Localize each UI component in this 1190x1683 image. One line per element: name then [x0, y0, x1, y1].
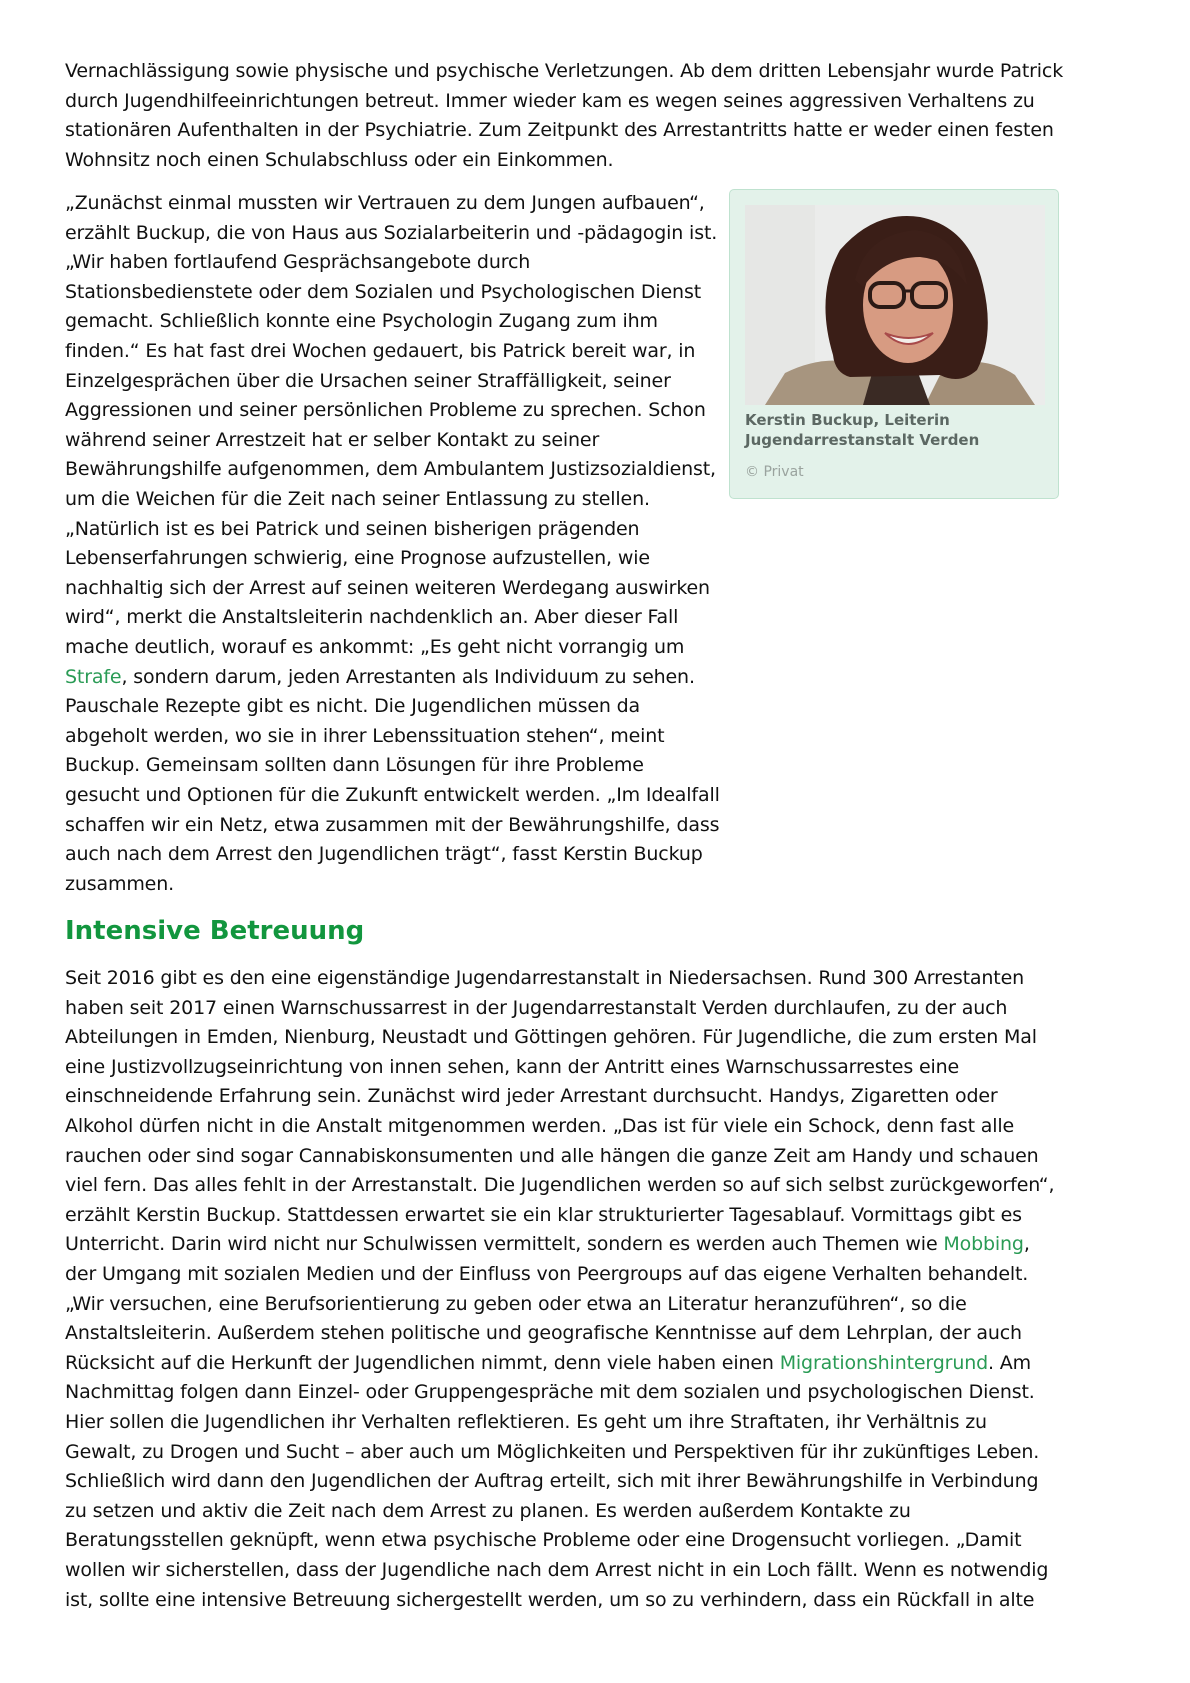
text-line: Beratungsstellen geknüpft, wenn etwa psychische Probleme oder eine Drogensucht vorliegen. „Damit [65, 1529, 1022, 1552]
text-line: mache deutlich, worauf es ankommt: „Es geht nicht vorrangig um [65, 636, 685, 658]
text-line: Stationsbedienstete oder dem Sozialen und Psychologischen Dienst [65, 280, 701, 303]
text-line: während seiner Arrestzeit hat er selber Kontakt zu seiner [65, 428, 600, 451]
text-line: gemacht. Schließlich konnte eine Psychologin Zugang zum ihm [65, 310, 658, 333]
text-line: nachhaltig sich der Arrest auf seinen weiteren Werdegang auswirken [65, 576, 710, 599]
text-line: wird“, merkt die Anstaltsleiterin nachdenklich an. Aber dieser Fall [65, 606, 679, 629]
text-line: durch Jugendhilfeeinrichtungen betreut. Immer wieder kam es wegen seines aggressiven Verhaltens zu [65, 89, 1035, 112]
text-line: gesucht und Optionen für die Zukunft entwickelt werden. „Im Idealfall [65, 784, 720, 806]
caption-line: Kerstin Buckup, Leiterin [745, 411, 950, 429]
text-fragment: , [1023, 1233, 1030, 1256]
text-fragment: , sondern darum, jeden Arrestanten als Individuum zu sehen. [121, 665, 695, 688]
text-line: Gewalt, zu Drogen und Sucht – aber auch um Möglichkeiten und Perspektiven für ihr zukünftiges Leben. [65, 1440, 1040, 1463]
text-line: Pauschale Rezepte gibt es nicht. Die Jugendlichen müssen da [65, 695, 641, 718]
text-line: zu setzen und aktiv die Zeit nach dem Arrest zu planen. Es werden außerdem Kontakte zu [65, 1499, 911, 1522]
text-fragment: Rücksicht auf die Herkunft der Jugendlichen nimmt, denn viele haben einen [65, 1351, 780, 1374]
text-line: stationären Aufenthalten in der Psychiatrie. Zum Zeitpunkt des Arrestantritts hatte er weder einen festen [65, 119, 1054, 142]
text-line [65, 1230, 1030, 1260]
text-line: Schließlich wird dann den Jugendlichen der Auftrag erteilt, sich mit ihrer Bewährungshilfe in Verbindung [65, 1470, 1039, 1493]
text-line: Anstaltsleiterin. Außerdem stehen politische und geografische Kenntnisse auf dem Lehrplan, der auch [65, 1322, 1022, 1345]
text-line: Hier sollen die Jugendlichen ihr Verhalten reflektieren. Es geht um ihre Straftaten, ihr Verhältnis zu [65, 1411, 987, 1433]
text-line: Bewährungshilfe aufgenommen, dem Ambulantem Justizsozialdienst, [65, 458, 716, 481]
image-caption [745, 410, 979, 450]
text-line: rauchen oder sind sogar Cannabiskonsumenten und alle hängen die ganze Zeit am Handy und schauen [65, 1144, 1039, 1167]
text-line: Einzelgesprächen über die Ursachen seiner Straffälligkeit, seiner [65, 369, 671, 392]
text-line [65, 663, 695, 693]
text-line: Alkohol dürfen nicht in die Anstalt mitgenommen werden. „Das ist für viele ein Schock, denn fast alle [65, 1115, 1015, 1137]
text-line: „Natürlich ist es bei Patrick und seinen bisherigen prägenden [65, 517, 640, 540]
migrationshintergrund-link[interactable]: Migrationshintergrund [779, 1351, 989, 1374]
text-line [65, 1349, 1031, 1379]
text-fragment: Unterricht. Darin wird nicht nur Schulwissen vermittelt, sondern es werden auch Themen wie [65, 1233, 944, 1256]
strafe-link[interactable]: Strafe [65, 665, 122, 688]
text-line: abgeholt werden, wo sie in ihrer Lebenssituation stehen“, meint [65, 724, 665, 747]
text-line: schaffen wir ein Netz, etwa zusammen mit der Bewährungshilfe, dass [65, 813, 720, 836]
image-figure [729, 189, 1059, 499]
text-line: einschneidende Erfahrung sein. Zunächst wird jeder Arrestant durchsucht. Handys, Zigaretten oder [65, 1085, 998, 1108]
text-line: wollen wir sicherstellen, dass der Jugendliche nach dem Arrest nicht in ein Loch fällt. Wenn es notwendig [65, 1559, 1049, 1581]
mobbing-link[interactable]: Mobbing [943, 1233, 1024, 1256]
text-line: „Wir haben fortlaufend Gesprächsangebote durch [65, 251, 531, 274]
portrait-photo[interactable] [745, 205, 1045, 405]
text-line: „Zunächst einmal mussten wir Vertrauen zu dem Jungen aufbauen“, [65, 192, 705, 214]
text-line: „Wir versuchen, eine Berufsorientierung zu geben oder etwa an Literatur heranzuführen“, so die [65, 1292, 967, 1315]
text-fragment: . Am [988, 1351, 1032, 1374]
section-heading: Intensive Betreuung [65, 916, 365, 946]
text-line: eine Justizvollzugseinrichtung von innen sehen, kann der Antritt eines Warnschussarrestes eine [65, 1055, 960, 1078]
image-credit: © Privat [745, 464, 804, 480]
text-line: der Umgang mit sozialen Medien und der Einfluss von Peergroups auf das eigene Verhalten behandelt. [65, 1263, 1029, 1285]
text-line: Buckup. Gemeinsam sollten dann Lösungen für ihre Probleme [65, 754, 644, 777]
text-line: Lebenserfahrungen schwierig, eine Prognose aufzustellen, wie [65, 547, 650, 570]
text-line: erzählt Buckup, die von Haus aus Sozialarbeiterin und -pädagogin ist. [65, 221, 718, 244]
text-line: Nachmittag folgen dann Einzel- oder Gruppengespräche mit dem sozialen und psychologischen Dienst. [65, 1381, 1035, 1404]
portrait-image-icon [745, 205, 1045, 405]
text-line: haben seit 2017 einen Warnschussarrest in der Jugendarrestanstalt Verden durchlaufen, zu der auch [65, 996, 1008, 1019]
text-line: auch nach dem Arrest den Jugendlichen trägt“, fasst Kerstin Buckup [65, 843, 703, 866]
text-line: ist, sollte eine intensive Betreuung sichergestellt werden, um so zu verhindern, dass ein Rückfall in alte [65, 1588, 1035, 1611]
text-line: Seit 2016 gibt es den eine eigenständige Jugendarrestanstalt in Niedersachsen. Rund 300 Arrestanten [65, 967, 1025, 989]
text-line: erzählt Kerstin Buckup. Stattdessen erwartet sie ein klar strukturierter Tagesablauf. Vormittags gibt es [65, 1203, 1022, 1226]
text-line: um die Weichen für die Zeit nach seiner Entlassung zu stellen. [65, 488, 650, 510]
text-line: Aggressionen und seiner persönlichen Probleme zu sprechen. Schon [65, 399, 706, 422]
text-line: Wohnsitz noch einen Schulabschluss oder ein Einkommen. [65, 148, 614, 171]
caption-line: Jugendarrestanstalt Verden [745, 431, 980, 449]
text-line: viel fern. Das alles fehlt in der Arrestanstalt. Die Jugendlichen werden so auf sich selbst zurückgeworfen“, [65, 1174, 1055, 1197]
text-line: Abteilungen in Emden, Nienburg, Neustadt und Göttingen gehören. Für Jugendliche, die zum ersten Mal [65, 1026, 1037, 1049]
text-line: Vernachlässigung sowie physische und psychische Verletzungen. Ab dem dritten Lebensjahr wurde Patrick [65, 60, 1064, 82]
text-line: finden.“ Es hat fast drei Wochen gedauert, bis Patrick bereit war, in [65, 340, 696, 362]
text-line: zusammen. [65, 872, 174, 895]
